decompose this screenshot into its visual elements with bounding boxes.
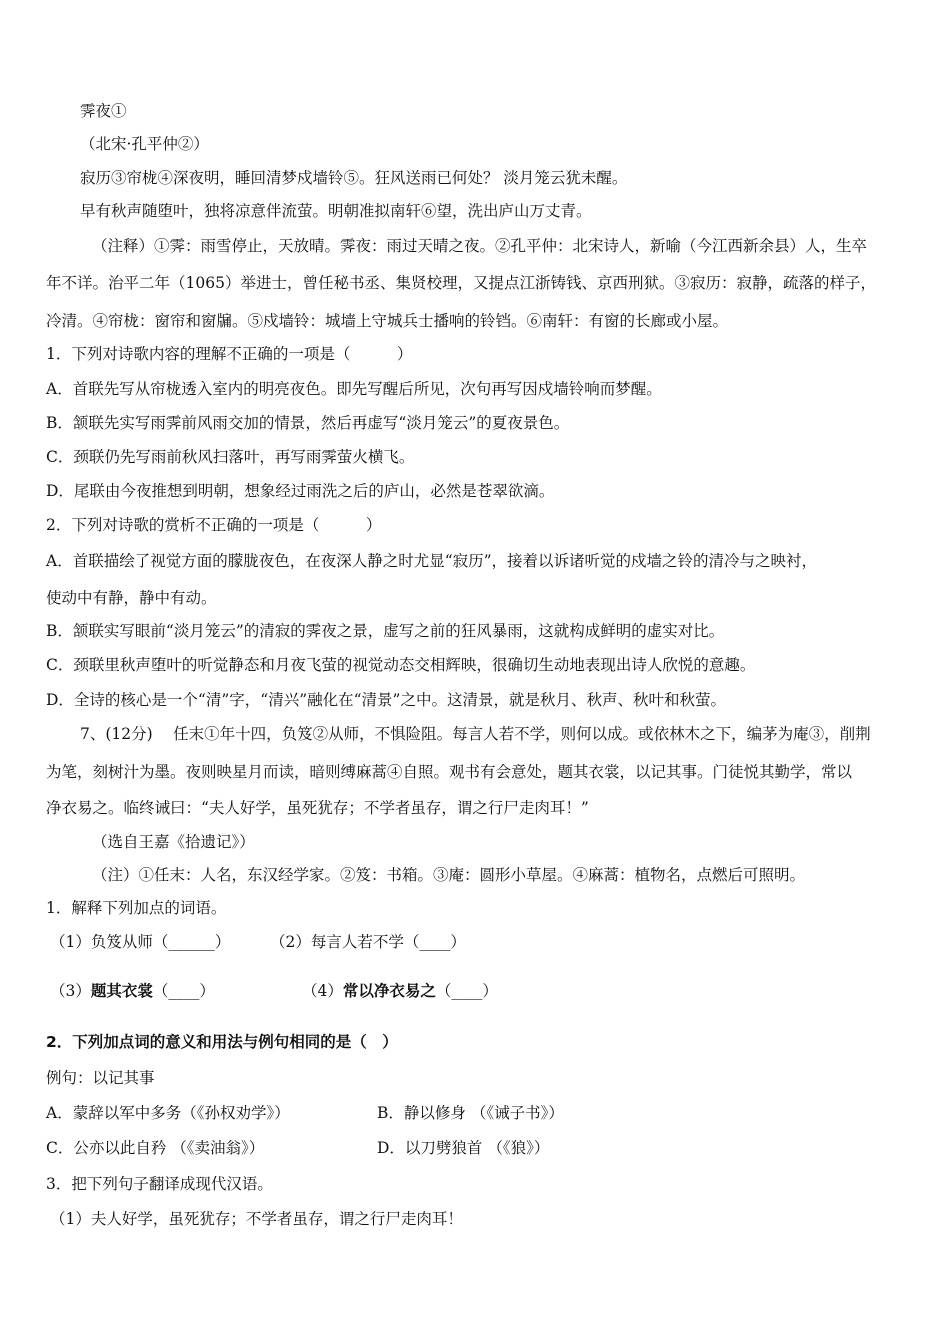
q1-option-d: D．尾联由今夜推想到明朝，想象经过雨洗之后的庐山，必然是苍翠欲滴。 — [46, 482, 555, 500]
q7-1-part-4 — [302, 980, 498, 1002]
q2-option-a-line-2: 使动中有静，静中有动。 — [46, 589, 217, 607]
q2-option-d: D．全诗的核心是一个“清”字，“清兴”融化在“清景”之中。这清景，就是秋月、秋声、秋叶和秋萤。 — [46, 691, 726, 709]
q7-note: （注）①任末：人名，东汉经学家。②笈：书箱。③庵：圆形小草屋。④麻蒿：植物名，点燃后可照明。 — [92, 866, 806, 884]
q7-2-option-d: D．以刀劈狼首 （《狼》） — [377, 1139, 550, 1157]
q7-3-part-1: （1）夫人好学，虽死犹存；不学者虽存，谓之行尸走肉耳！ — [50, 1210, 463, 1228]
q7-source: （选自王嘉《拾遗记》） — [92, 833, 255, 851]
q7-passage-line-1: 7、(12分) 任末①年十四，负笈②从师，不惧险阻。每言人若不学，则何以成。或依林木之下，编茅为庵③，削荆 — [80, 725, 871, 743]
q2-option-c: C．颈联里秋声堕叶的听觉静态和月夜飞萤的视觉动态交相辉映，很确切生动地表现出诗人欣悦的意趣。 — [46, 656, 756, 674]
q7-2-option-a: A．蒙辞以军中多务（《孙权劝学》） — [46, 1104, 290, 1122]
q7-1-part-3-phrase: 题其衣裳 — [90, 982, 153, 1000]
q7-2-stem: 2．下列加点词的意义和用法与例句相同的是（ ） — [46, 1033, 398, 1051]
poem-note-line-3: 冷清。④帘栊：窗帘和窗牖。⑤戍墙铃：城墙上守城兵士播响的铃铛。⑥南轩：有窗的长廊或小屋。 — [46, 312, 729, 330]
q7-1-stem: 1．解释下列加点的词语。 — [46, 899, 227, 917]
q7-3-stem: 3．把下列句子翻译成现代汉语。 — [46, 1175, 273, 1193]
q7-1-part-1: （1）负笈从师（______） — [50, 933, 231, 951]
q2-option-a-line-1: A．首联描绘了视觉方面的朦胧夜色，在夜深人静之时尤显“寂历”，接着以诉诸听觉的戍墙之铃的清冷与之映衬， — [46, 552, 818, 570]
q1-option-c: C．颈联仍先写雨前秋风扫落叶，再写雨霁萤火横飞。 — [46, 448, 415, 466]
poem-line-2: 早有秋声随堕叶，独将凉意伴流萤。明朝准拟南轩⑥望，洗出庐山万丈青。 — [80, 202, 592, 220]
q1-option-a: A．首联先写从帘栊透入室内的明亮夜色。即先写醒后所见，次句再写因戍墙铃响而梦醒。 — [46, 380, 662, 398]
poem-author: （北宋·孔平仲②） — [80, 135, 209, 153]
poem-note-line-1: （注释）①霁：雨雪停止，天放晴。霁夜：雨过天晴之夜。②孔平仲：北宋诗人，新喻（今江西新余县）人，生卒 — [92, 237, 868, 255]
q7-1-part-3-number: （3） — [50, 982, 91, 1000]
q7-2-option-c: C．公亦以此自矜 （《卖油翁》） — [46, 1139, 265, 1157]
poem-title: 霁夜① — [80, 102, 127, 120]
q7-passage-line-3: 净衣易之。临终诫曰：“夫人好学，虽死犹存；不学者虽存，谓之行尸走肉耳！” — [46, 799, 589, 817]
q7-1-part-2: （2）每言人若不学（____） — [270, 933, 466, 951]
poem-note-line-2: 年不详。治平二年（1065）举进士，曾任秘书丞、集贤校理，又提点江浙铸钱、京西刑狱。③寂历：寂静，疏落的样子， — [46, 274, 876, 292]
q7-2-option-b: B．静以修身 （《诫子书》） — [377, 1104, 564, 1122]
q1-stem: 1．下列对诗歌内容的理解不正确的一项是（ ） — [46, 345, 413, 363]
q7-1-part-4-number: （4） — [302, 982, 343, 1000]
q1-option-b: B．颔联先实写雨霁前风雨交加的情景，然后再虚写“淡月笼云”的夏夜景色。 — [46, 414, 570, 432]
q7-passage-line-2: 为笔，刻树汁为墨。夜则映星月而读，暗则缚麻蒿④自照。观书有会意处，题其衣裳，以记其事。门徒悦其勤学，常以 — [46, 763, 853, 781]
poem-line-1: 寂历③帘栊④深夜明，睡回清梦戍墙铃⑤。狂风送雨已何处？ 淡月笼云犹未醒。 — [80, 169, 628, 187]
q7-2-example: 例句：以记其事 — [46, 1069, 155, 1087]
q2-option-b: B．颔联实写眼前“淡月笼云”的清寂的霁夜之景，虚写之前的狂风暴雨，这就构成鲜明的虚实对比。 — [46, 622, 725, 640]
q7-1-part-3 — [50, 980, 215, 1002]
q2-stem: 2．下列对诗歌的赏析不正确的一项是（ ） — [46, 516, 382, 534]
q7-1-part-4-blank: （____） — [435, 982, 498, 1000]
q7-1-part-4-phrase: 常以净衣易之 — [342, 982, 436, 1000]
q7-1-part-3-blank: （____） — [152, 982, 215, 1000]
